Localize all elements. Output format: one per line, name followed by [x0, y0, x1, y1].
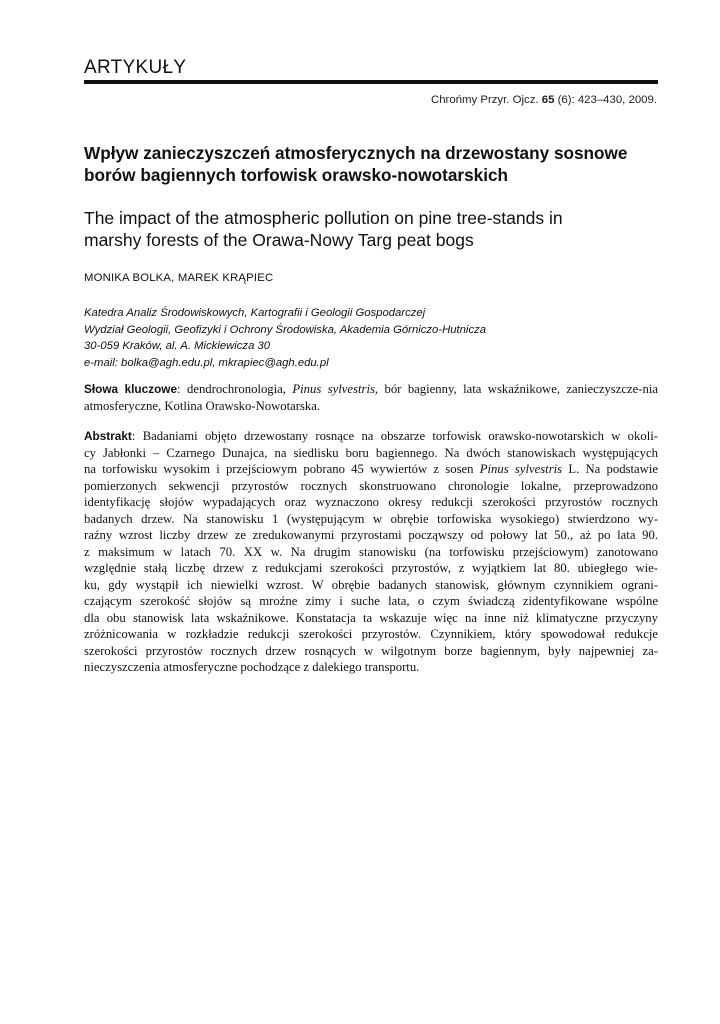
abstract-line	[84, 461, 658, 478]
abstract-line: raźny wzrost liczby drzew ze zredukowanymi przyrostami począwszy od połowy lat 50., aż po lata 90.	[84, 528, 658, 542]
keywords-species: Pinus sylvestris	[292, 382, 375, 396]
abstract-text: : Badaniami objęto drzewostany rosnące na obszarze torfowisk orawsko-nowotarskich w okoli-	[131, 429, 658, 443]
abstract-line: identyfikację słojów wypadających oraz wyznaczono okresy redukcji szerokości przyrostów rocznych	[84, 495, 658, 509]
abstract-line: szerokości przyrostów rocznych drzew rosnących w wilgotnym borze bagiennym, były najpewniej za-	[84, 643, 658, 658]
abstract-species: Pinus sylvestris	[479, 462, 563, 476]
title-english	[84, 207, 674, 251]
citation-suffix: (6): 423–430, 2009.	[554, 94, 657, 106]
header-rule	[84, 80, 658, 84]
affiliation-line: Katedra Analiz Środowiskowych, Kartografii i Geologii Gospodarczej	[84, 307, 426, 319]
abstract-line: z maksimum w latach 70. XX w. Na drugim stanowisku (na torfowisku przejściowym) zanotowano	[84, 544, 658, 559]
abstract-line: pomierzonych sekwencji przyrostów rocznych skonstruowano chronologie lokalne, przeprowadzono	[84, 478, 658, 493]
title-polish	[84, 142, 674, 186]
citation-volume: 65	[541, 94, 555, 106]
abstract-line: ku, gdy wystąpił ich niewielki wzrost. W obrębie badanych stanowisk, głównym czynnikiem ograni-	[84, 577, 658, 592]
abstract-line: nieczyszczenia atmosferyczne pochodzące z dalekiego transportu.	[84, 660, 420, 674]
authors: MONIKA BOLKA, MAREK KRĄPIEC	[84, 272, 274, 284]
abstract-line: względnie stałą liczbę drzew z redukcjami szerokości przyrostów, z wyjątkiem lat 80. ubiegłego wie-	[84, 561, 658, 575]
abstract-line: dla obu stanowisk lata wskaźnikowe. Konstatacja ta wskazuje więc na inne niż klimatyczne przyczyny	[84, 610, 658, 625]
keywords-text: , bór bagienny, lata wskaźnikowe, zanieczyszcze-nia atmosferyczne, Kotlina Orawsko-Nowotarska.	[84, 382, 658, 413]
keywords-text: : dendrochronologia,	[177, 382, 293, 396]
abstract-line: badanych drzew. Na stanowisku 1 (występującym w obrębie torfowiska wysokiego) stwierdzono wy-	[84, 511, 658, 526]
title-english-line: marshy forests of the Orawa-Nowy Targ peat bogs	[84, 230, 474, 250]
abstract-line: cy Jabłonki – Czarnego Dunajca, na siedlisku boru bagiennego. Na dwóch stanowiskach występujących	[84, 445, 658, 460]
abstract-line: zróżnicowania w rozkładzie redukcji szerokości przyrostów. Czynnikiem, który spowodował redukcje	[84, 627, 658, 641]
abstract-text: na torfowisku wysokim i przejściowym pobrano 45 wywiertów z sosen	[84, 462, 480, 476]
title-english-line: The impact of the atmospheric pollution on pine tree-stands in	[84, 208, 563, 228]
abstract-line: czającym szerokość słojów są mroźne zimy i suche lata, o czym świadczą zidentyfikowane wspólne	[84, 594, 658, 608]
title-polish-line: Wpływ zanieczyszczeń atmosferycznych na drzewostany sosnowe	[84, 143, 628, 163]
abstract-text: L. Na podstawie	[562, 462, 658, 476]
title-polish-line: borów bagiennych torfowisk orawsko-nowotarskich	[84, 165, 509, 185]
abstract-label: Abstrakt	[84, 429, 132, 443]
abstract-line	[84, 428, 658, 445]
journal-citation	[431, 94, 657, 106]
affiliation-line: Wydział Geologii, Geofizyki i Ochrony Środowiska, Akademia Górniczo-Hutnicza	[84, 323, 487, 336]
email-line: e-mail: bolka@agh.edu.pl, mkrapiec@agh.edu.pl	[84, 356, 329, 369]
keywords-paragraph	[84, 381, 658, 414]
section-label: ARTYKUŁY	[84, 57, 187, 78]
affiliation	[84, 305, 664, 371]
keywords-label: Słowa kluczowe	[84, 382, 178, 396]
abstract-paragraph	[84, 428, 658, 676]
citation-prefix: Chrońmy Przyr. Ojcz.	[430, 94, 542, 106]
affiliation-line: 30-059 Kraków, al. A. Mickiewicza 30	[84, 340, 271, 352]
